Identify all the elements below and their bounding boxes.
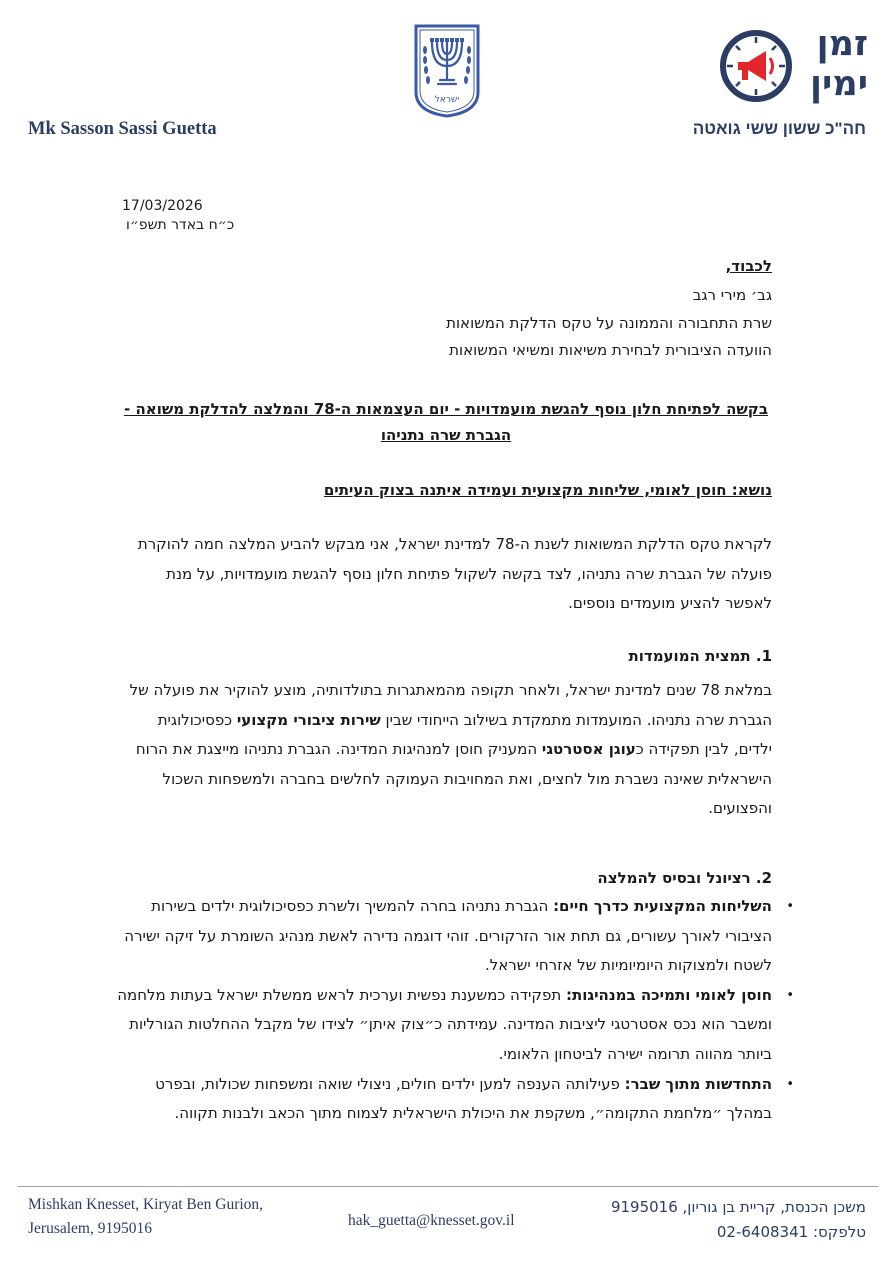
mk-name-english: Mk Sasson Sassi Guetta <box>28 119 217 139</box>
letter-subject: נושא: חוסן לאומי, שליחות מקצועית ועמידה איתנה בצוק העיתים <box>323 481 772 499</box>
section-2-heading: 2. רציונל ובסיס להמלצה <box>597 869 772 887</box>
section-1-bold-a: שירות ציבורי מקצועי <box>236 710 381 729</box>
emblem-text: ישראל <box>434 95 460 105</box>
section-1-text-b: כפסיכולוגית ילדים, לבין תפקידה כ <box>157 710 772 759</box>
letter-title: בקשה לפתיחת חלון נוסף להגשת מועמדויות - יום העצמאות ה-78 והמלצה להדלקת משואה - הגברת שרה נתניהו <box>124 400 768 444</box>
state-emblem-icon <box>410 22 484 118</box>
date-gregorian: 17/03/2026 <box>122 198 203 214</box>
section-1-text-c: המעניק חוסן למנהיגות המדינה. הגברת נתניהו מייצגת את הרוח הישראלית שאינה נשברת מול לחצים, ואת המחויבות העמוקה לחלשים בחברה ולמשפחות השכול והפצועים. <box>135 740 772 818</box>
footer-email-link[interactable]: hak_guetta@knesset.gov.il <box>348 1212 515 1229</box>
footer-phone-he: טלפקס: 02-6408341 <box>716 1223 866 1241</box>
recipient-name: גב׳ מירי רגב <box>692 286 772 304</box>
bullet-1-text: הגברת נתניהו בחרה להמשיך ולשרת כפסיכולוגית ילדים בשירות הציבורי לאורך עשורים, גם תחת אור הזרקורים. זוהי דוגמה נדירה לאשת מנהיג השומרת על זיקה ישירה לשטח ולמצוקות היומיומיות של אזרחי ישראל. <box>124 897 772 975</box>
footer-address-he: משכן הכנסת, קריית בן גוריון, 9195016 <box>610 1198 866 1216</box>
recipient-role: שרת התחבורה והממונה על טקס הדלקת המשואות <box>446 314 772 332</box>
recipient-label: לכבוד, <box>725 257 772 275</box>
date-hebrew: כ״ח באדר תשפ״ו <box>126 217 235 233</box>
list-item <box>108 981 794 1070</box>
section-1-heading: 1. תמצית המועמדות <box>628 647 772 665</box>
intro-paragraph: לקראת טקס הדלקת המשואות לשנת ה-78 למדינת ישראל, אני מבקש להביע המלצה חמה להוקרת פועלה של הגברת שרה נתניהו, לצד בקשה לשקול פתיחת חלון נוסף להגשת מועמדויות, על מנת לאפשר להציע מועמדים נוספים. <box>137 535 772 613</box>
party-logo-line2: ימין <box>810 64 868 104</box>
party-logo-line1: זמן <box>816 24 868 64</box>
section-1-bold-b: עוגן אסטרטגי <box>541 740 636 759</box>
bullet-3-bold: התחדשות מתוך שבר: <box>624 1074 772 1093</box>
section-1-text-a: במלאת 78 שנים למדינת ישראל, ולאחר תקופה מהמאתגרות בתולדותיה, מוצע להוקיר את פועלה של הגברת שרה נתניהו. המועמדות מתמקדת בשילוב הייחודי שבין <box>129 681 772 729</box>
mk-name-hebrew: חה"כ ששון ששי גואטה <box>692 119 866 138</box>
footer-divider <box>18 1186 878 1187</box>
list-item <box>108 1070 794 1129</box>
bullet-2-text: תפקידה כמשענת נפשית וערכית לראש ממשלת ישראל בעתות מלחמה ומשבר הוא נכס אסטרטגי ליציבות המדינה. עמידתה כ״צוק איתן״ לצידו של מקבל ההחלטות הגורליות ביותר מהווה תרומה ישירה לביטחון הלאומי. <box>117 985 772 1063</box>
bullet-3-text: פעילותה הענפה למען ילדים חולים, ניצולי שואה ומשפחות שכולות, ובפרט במהלך ״מלחמת התקומה״, משקפת את היכולת הישראלית לצמוח מתוך הכאב ולבנות תקווה. <box>155 1074 772 1123</box>
section-2-bullet-list <box>108 892 794 1129</box>
recipient-committee: הוועדה הציבורית לבחירת משיאות ומשיאי המשואות <box>449 341 772 359</box>
footer-address-en-line1: Mishkan Knesset, Kiryat Ben Gurion, <box>28 1196 264 1213</box>
bullet-2-bold: חוסן לאומי ותמיכה במנהיגות: <box>566 985 772 1004</box>
party-logo <box>718 24 868 108</box>
clock-megaphone-icon <box>718 28 794 104</box>
section-1-paragraph <box>120 676 772 824</box>
bullet-1-bold: השליחות המקצועית כדרך חיים: <box>553 897 772 915</box>
footer-address-en-line2: Jerusalem, 9195016 <box>28 1220 152 1237</box>
list-item <box>108 892 794 981</box>
